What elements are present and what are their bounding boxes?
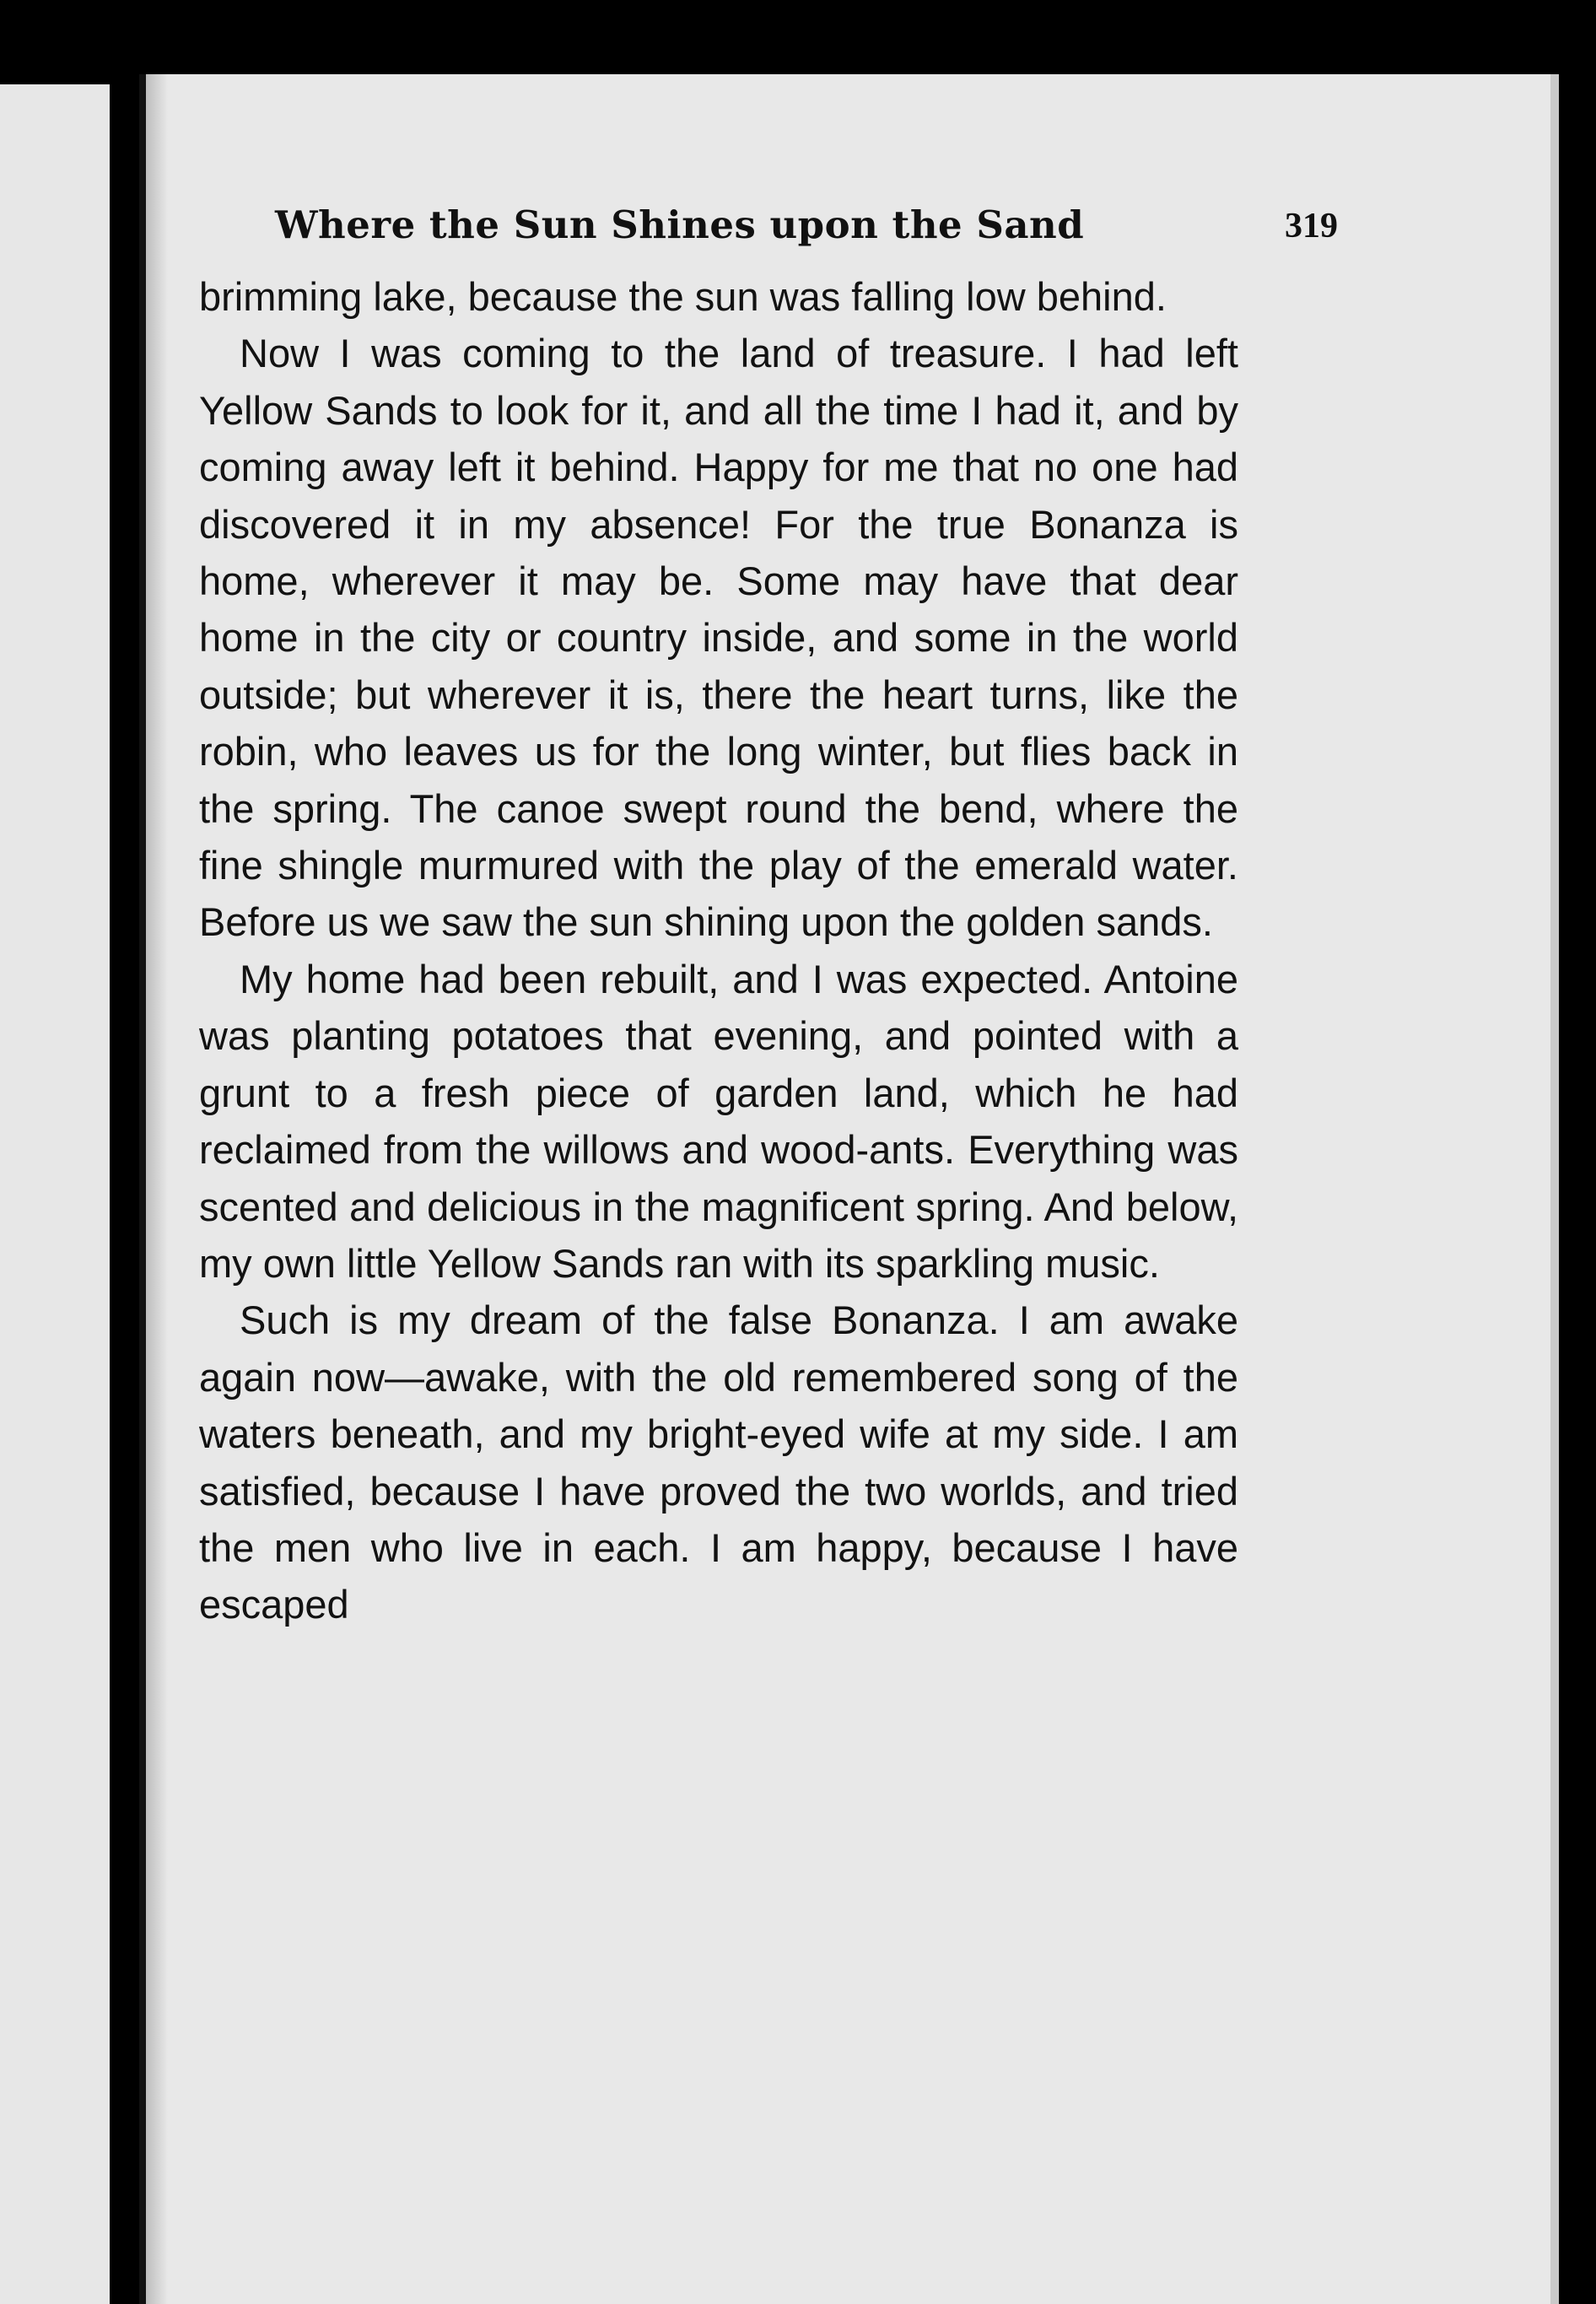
page-edge-shadow (1550, 74, 1559, 2304)
facing-page-edge (0, 84, 110, 2304)
paragraph: Such is my dream of the false Bonanza. I am awake again now—awake, with the old remembered song of the waters beneath, and my bright-eyed wife at my side. I am satisfied, because I have proved the two worlds, and tried the men who live in each. I am happy, because I have escaped (199, 1298, 1238, 1627)
body-text (199, 268, 1238, 1633)
paragraph-continuation: brimming lake, because the sun was falling low behind. (199, 274, 1167, 319)
running-head (275, 202, 1338, 278)
paragraph: My home had been rebuilt, and I was expected. Antoine was planting potatoes that evening, and pointed with a grunt to a fresh piece of garden land, which he had reclaimed from the willows and wood-ants. Everything was scented and delicious in the magnificent spring. And below, my own little Yellow Sands ran with its sparkling music. (199, 956, 1238, 1286)
running-head-title: Where the Sun Shines upon the Sand (275, 202, 1085, 247)
paragraph: Now I was coming to the land of treasure. I had left Yellow Sands to look for it, and all the time I had it, and by coming away left it behind. Happy for me that no one had discovered it in my absence! For the true Bonanza is home, wherever it may be. Some may have that dear home in the city or country inside, and some in the world outside; but wherever it is, there the heart turns, like the robin, who leaves us for the long winter, but flies back in the spring. The canoe swept round the bend, where the fine shingle murmured with the play of the emerald water. Before us we saw the sun shining upon the golden sands. (199, 331, 1238, 945)
page-number: 319 (1285, 207, 1338, 246)
